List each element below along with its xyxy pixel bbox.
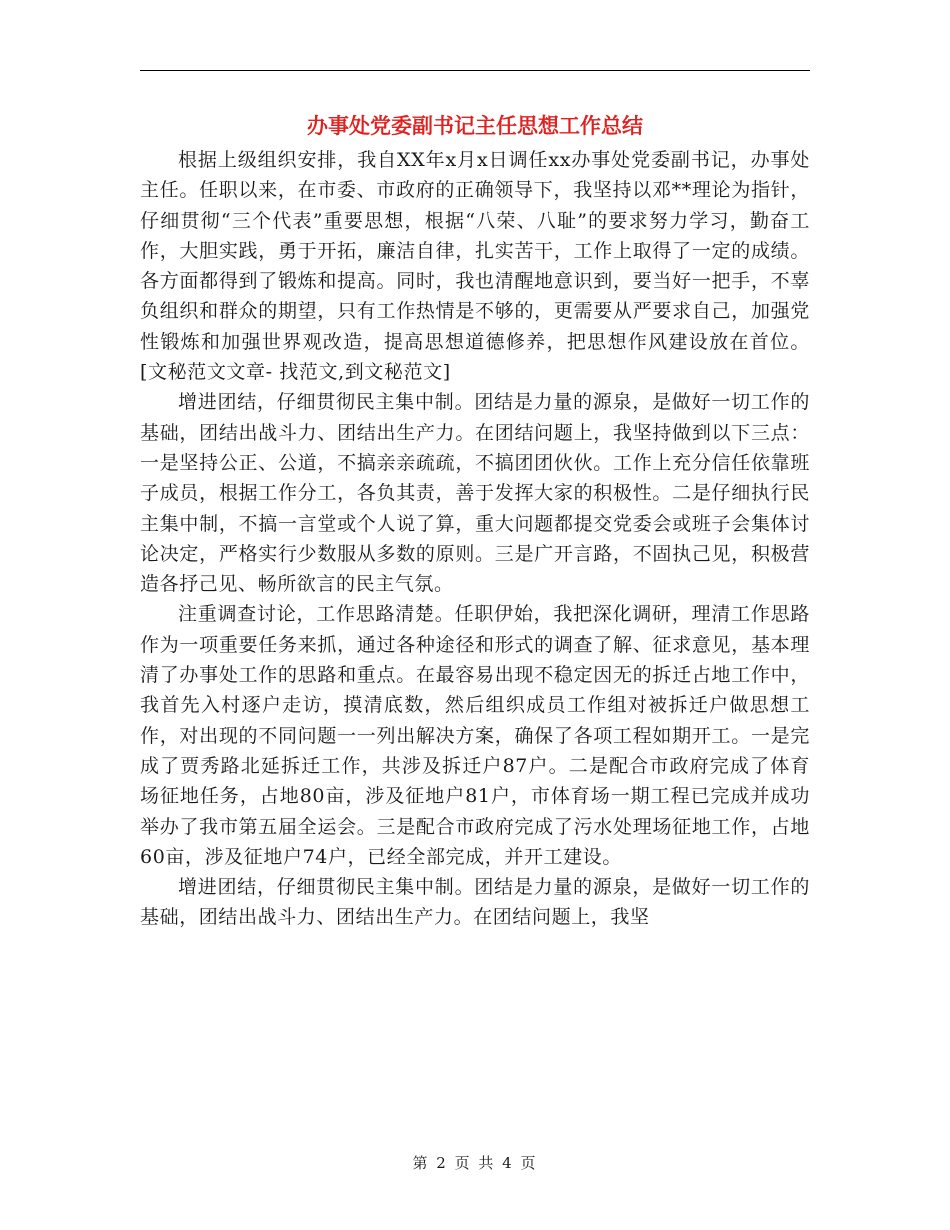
header-rule [140, 70, 810, 71]
paragraph-1: 根据上级组织安排，我自XX年x月x日调任xx办事处党委副书记，办事处主任。任职以来，在市委、市政府的正确领导下，我坚持以邓**理论为指针，仔细贯彻“三个代表”重要思想，根据“八荣、八耻”的要求努力学习，勤奋工作，大胆实践，勇于开拓，廉洁自律，扎实苦干，工作上取得了一定的成绩。各方面都得到了锻炼和提高。同时，我也清醒地意识到，要当好一把手，不辜负组织和群众的期望，只有工作热情是不够的，更需要从严要求自己，加强党性锻炼和加强世界观改造，提高思想道德修养，把思想作风建设放在首位。[文秘范文文章- 找范文,到文秘范文] [140, 149, 810, 384]
paragraph-2: 增进团结，仔细贯彻民主集中制。团结是力量的源泉，是做好一切工作的基础，团结出战斗力、团结出生产力。在团结问题上，我坚持做到以下三点：一是坚持公正、公道，不搞亲亲疏疏，不搞团团伙伙。工作上充分信任依靠班子成员，根据工作分工，各负其责，善于发挥大家的积极性。二是仔细执行民主集中制，不搞一言堂或个人说了算，重大问题都提交党委会或班子会集体讨论决定，严格实行少数服从多数的原则。三是广开言路，不固执己见，积极营造各抒己见、畅所欲言的民主气氛。 [140, 391, 810, 596]
document-title: 办事处党委副书记主任思想工作总结 [307, 113, 643, 138]
paragraph-4: 增进团结，仔细贯彻民主集中制。团结是力量的源泉，是做好一切工作的基础，团结出战斗力、团结出生产力。在团结问题上，我坚 [140, 876, 810, 929]
paragraph-3: 注重调查讨论，工作思路清楚。任职伊始，我把深化调研，理清工作思路作为一项重要任务来抓，通过各种途径和形式的调查了解、征求意见，基本理清了办事处工作的思路和重点。在最容易出现不稳定因无的拆迁占地工作中，我首先入村逐户走访，摸清底数，然后组织成员工作组对被拆迁户做思想工作，对出现的不同问题一一列出解决方案，确保了各项工程如期开工。一是完成了贾秀路北延拆迁工作，共涉及拆迁户87户。二是配合市政府完成了体育场征地任务，占地80亩，涉及征地户81户，市体育场一期工程已完成并成功举办了我市第五届全运会。三是配合市政府完成了污水处理场征地工作，占地60亩，涉及征地户74户，已经全部完成，并开工建设。 [140, 603, 810, 868]
document-body [140, 145, 810, 933]
page-number: 第 2 页 共 4 页 [412, 1154, 538, 1172]
